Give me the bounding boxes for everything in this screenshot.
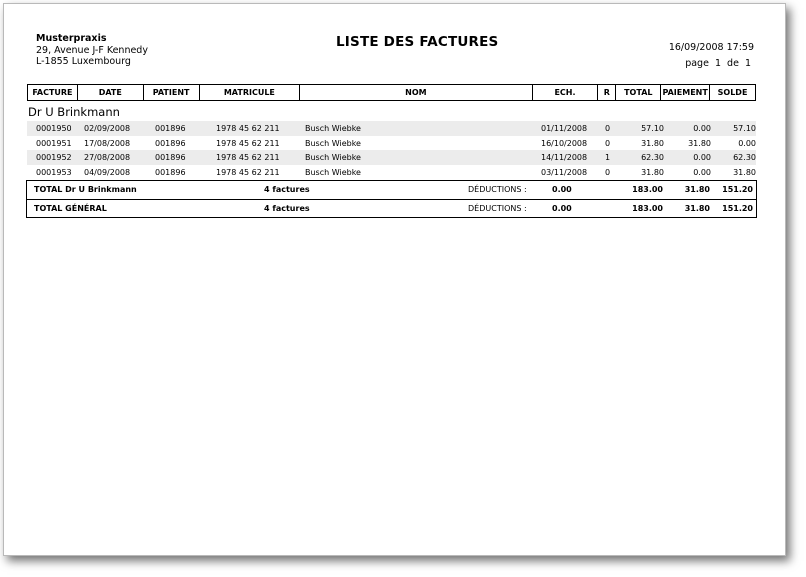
cell-total: 31.80: [641, 167, 664, 177]
cell-r: 0: [605, 138, 611, 148]
col-header-solde: SOLDE: [709, 85, 755, 100]
table-row: [27, 121, 756, 136]
cell-nom: Busch Wiebke: [305, 153, 361, 162]
practice-address: [36, 33, 148, 68]
col-header-facture: FACTURE: [32, 88, 73, 97]
cell-matricule: 1978 45 62 211: [216, 167, 280, 177]
cell-paiement: 0.00: [693, 124, 711, 133]
cell-total: 57.10: [641, 124, 664, 133]
page-number: 1: [714, 58, 722, 69]
table-header: [27, 84, 756, 101]
grand-total-paiement: 31.80: [684, 204, 710, 213]
cell-paiement: 0.00: [693, 153, 711, 162]
cell-date: 02/09/2008: [84, 124, 131, 133]
cell-date: 04/09/2008: [84, 167, 131, 177]
cell-patient: 001896: [155, 124, 186, 133]
cell-ech: 16/10/2008: [541, 138, 588, 148]
grand-total-deductions: 0.00: [552, 204, 572, 213]
table-row: [27, 165, 756, 180]
cell-total: 62.30: [641, 153, 664, 162]
subtotal-count: 4 factures: [264, 185, 310, 194]
cell-ech: 14/11/2008: [541, 153, 588, 162]
subtotal-label: TOTAL Dr U Brinkmann: [34, 185, 137, 194]
col-header-patient: PATIENT: [143, 85, 199, 100]
cell-paiement: 31.80: [688, 138, 711, 148]
cell-total: 31.80: [641, 138, 664, 148]
page-of-label: de: [727, 58, 739, 69]
col-header-r: R: [597, 85, 615, 100]
cell-r: 0: [605, 124, 611, 133]
subtotal-deductions: 0.00: [552, 185, 572, 194]
grand-total-solde: 151.20: [722, 204, 753, 213]
cell-nom: Busch Wiebke: [305, 167, 361, 177]
cell-r: 0: [605, 167, 611, 177]
subtotal-deductions-label: DÉDUCTIONS :: [468, 185, 527, 194]
cell-matricule: 1978 45 62 211: [216, 124, 280, 133]
page-info: [685, 58, 751, 69]
doctor-group-title: Dr U Brinkmann: [28, 105, 120, 119]
col-header-total: TOTAL: [615, 85, 660, 100]
cell-solde: 57.10: [733, 124, 756, 133]
cell-date: 17/08/2008: [84, 138, 131, 148]
grand-total-row: [26, 199, 757, 218]
table-row: [27, 136, 756, 151]
doctor-subtotal-row: [26, 180, 757, 200]
grand-total-deductions-label: DÉDUCTIONS :: [468, 204, 527, 213]
subtotal-solde: 151.20: [722, 185, 753, 194]
cell-patient: 001896: [155, 138, 186, 148]
cell-matricule: 1978 45 62 211: [216, 153, 280, 162]
cell-r: 1: [605, 153, 611, 162]
cell-patient: 001896: [155, 167, 186, 177]
cell-ech: 01/11/2008: [541, 124, 588, 133]
col-header-paiement: PAIEMENT: [660, 85, 709, 100]
invoice-rows: [27, 121, 756, 179]
cell-solde: 0.00: [738, 138, 756, 148]
cell-nom: Busch Wiebke: [305, 138, 361, 148]
grand-total-total: 183.00: [632, 204, 663, 213]
cell-facture: 0001953: [36, 167, 72, 177]
cell-matricule: 1978 45 62 211: [216, 138, 280, 148]
cell-facture: 0001952: [36, 153, 72, 162]
address-line-2: L-1855 Luxembourg: [36, 56, 131, 67]
cell-paiement: 0.00: [693, 167, 711, 177]
cell-date: 27/08/2008: [84, 153, 131, 162]
cell-solde: 31.80: [733, 167, 756, 177]
grand-total-label: TOTAL GÉNÉRAL: [34, 204, 107, 213]
cell-ech: 03/11/2008: [541, 167, 588, 177]
subtotal-total: 183.00: [632, 185, 663, 194]
table-row: [27, 150, 756, 165]
col-header-matricule: MATRICULE: [199, 85, 300, 100]
address-line-1: 29, Avenue J-F Kennedy: [36, 44, 148, 56]
cell-solde: 62.30: [733, 153, 756, 162]
report-datetime: 16/09/2008 17:59: [668, 42, 754, 53]
cell-patient: 001896: [155, 153, 186, 162]
cell-nom: Busch Wiebke: [305, 124, 361, 133]
cell-facture: 0001951: [36, 138, 72, 148]
col-header-nom: NOM: [299, 85, 531, 100]
col-header-ech: ECH.: [532, 85, 598, 100]
page-total: 1: [744, 58, 751, 69]
grand-total-count: 4 factures: [264, 204, 310, 213]
report-title: LISTE DES FACTURES: [336, 34, 499, 50]
col-header-date: DATE: [77, 85, 143, 100]
page-label: page: [685, 58, 709, 69]
practice-name: Musterpraxis: [36, 33, 107, 44]
cell-facture: 0001950: [36, 124, 72, 133]
subtotal-paiement: 31.80: [684, 185, 710, 194]
